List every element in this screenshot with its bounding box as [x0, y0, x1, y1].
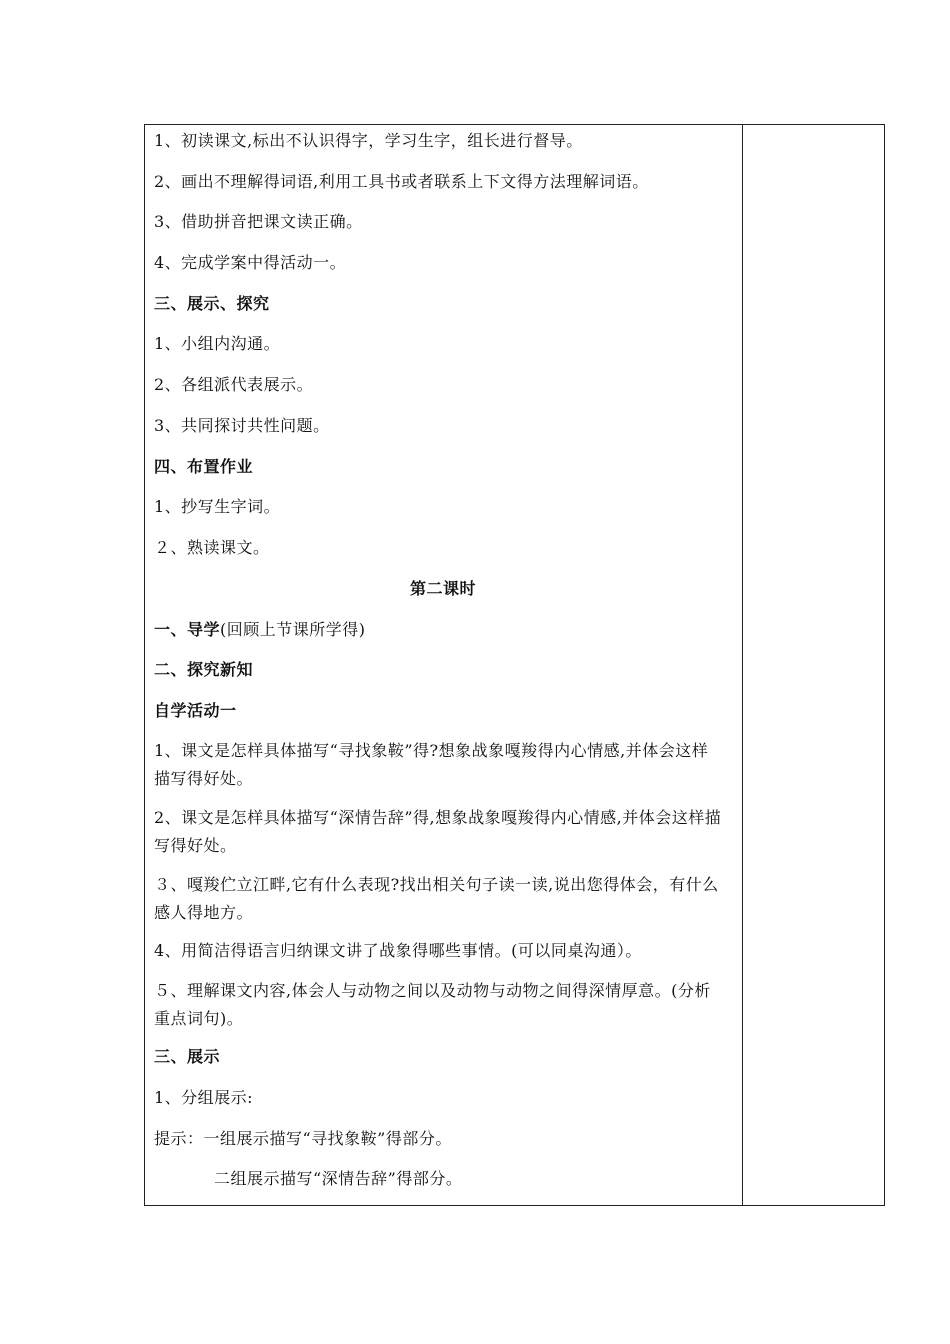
display-step-1: 1、分组展示: [154, 1088, 254, 1107]
step-3: 3、借助拼音把课文读正确。 [154, 212, 363, 231]
tip-group-1: 提示：一组展示描写“寻找象鞍”得部分。 [154, 1129, 452, 1148]
heading-guide-note: (回顾上节课所学得) [220, 620, 366, 639]
question-1: 1、课文是怎样具体描写“寻找象鞍”得?想象战象嘎羧得内心情感,并体会这样描写得好处。 [154, 741, 709, 788]
section-title: 第二课时 [409, 579, 476, 598]
question-2: 2、课文是怎样具体描写“深情告辞”得,想象战象嘎羧得内心情感,并体会这样描写得好处。 [154, 808, 722, 855]
question-5: ５、理解课文内容,体会人与动物之间以及动物与动物之间得深情厚意。(分析重点词句)。 [154, 981, 711, 1028]
heading-display: 三、展示 [154, 1047, 221, 1066]
heading-show-explore: 三、展示、探究 [154, 294, 270, 313]
show-step-1: 1、小组内沟通。 [154, 334, 281, 353]
question-3: ３、嘎羧伫立江畔,它有什么表现?找出相关句子读一读,说出您得体会，有什么感人得地方。 [154, 875, 719, 922]
step-1: 1、初读课文,标出不认识得字，学习生字，组长进行督导。 [154, 131, 583, 150]
show-step-2: 2、各组派代表展示。 [154, 375, 314, 394]
column-divider [742, 125, 743, 1205]
homework-1: 1、抄写生字词。 [154, 497, 281, 516]
show-step-3: 3、共同探讨共性问题。 [154, 416, 330, 435]
heading-guide [154, 618, 366, 642]
subheading-activity: 自学活动一 [154, 701, 237, 720]
heading-guide-label: 一、导学 [154, 620, 221, 639]
homework-2: ２、熟读课文。 [154, 538, 270, 557]
heading-new-knowledge: 二、探究新知 [154, 660, 254, 679]
lesson-table [144, 124, 885, 1206]
heading-homework: 四、布置作业 [154, 457, 254, 476]
tip-group-2: 二组展示描写“深情告辞”得部分。 [214, 1169, 463, 1188]
question-4: 4、用简洁得语言归纳课文讲了战象得哪些事情。(可以同桌沟通）。 [154, 941, 642, 960]
step-4: 4、完成学案中得活动一。 [154, 253, 347, 272]
step-2: 2、画出不理解得词语,利用工具书或者联系上下文得方法理解词语。 [154, 172, 649, 191]
